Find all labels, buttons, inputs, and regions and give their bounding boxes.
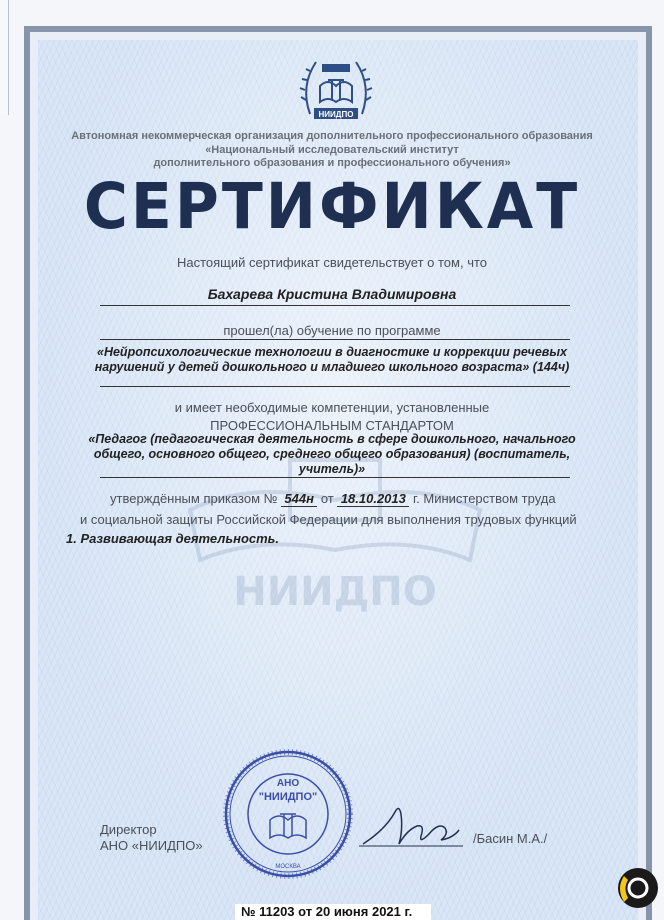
- director-signature-icon: [355, 800, 465, 856]
- professional-standard: [70, 432, 594, 477]
- director-title: [100, 822, 203, 854]
- approval-prefix: утверждённым приказом №: [110, 491, 278, 506]
- order-date: 18.10.2013: [337, 491, 409, 507]
- organization-line-3: дополнительного образования и профессионального обучения»: [153, 157, 511, 169]
- organization-name: [60, 130, 604, 171]
- standard-line-1: «Педагог (педагогическая деятельность в сфере дошкольного, начального: [88, 432, 576, 446]
- standard-label: ПРОФЕССИОНАЛЬНЫМ СТАНДАРТОМ: [210, 418, 454, 433]
- order-number: 544н: [281, 491, 317, 507]
- recipient-underline: [100, 305, 570, 306]
- labor-function: 1. Развивающая деятельность.: [66, 531, 280, 546]
- program-top-line: [100, 339, 570, 340]
- watermark-text: НИИДПО: [233, 569, 437, 615]
- left-panel-edge: [0, 0, 9, 115]
- logo-text: НИИДПО: [318, 110, 354, 119]
- stamp-top-text: АНО: [276, 778, 300, 789]
- certificate-title: СЕРТИФИКАТ: [83, 170, 581, 244]
- competence-text: и имеет необходимые компетенции, установленные: [174, 400, 490, 415]
- certificate-number: № 11203 от 20 июня 2021 г.: [235, 904, 431, 920]
- program-underline: [100, 386, 570, 387]
- director-line-1: Директор: [100, 822, 157, 837]
- director-name: /Басин М.А./: [473, 831, 548, 846]
- approval-suffix: г. Министерством труда: [412, 491, 556, 506]
- approval-line-1: [110, 491, 556, 507]
- standard-line-2: общего, основного общего, среднего общего образования) (воспитатель,: [93, 447, 571, 461]
- organization-line-2: «Национальный исследовательский институт: [205, 143, 459, 156]
- program-line-1: «Нейропсихологические технологии в диагностике и коррекции речевых: [97, 345, 567, 359]
- stamp-middle-text: "НИИДПО": [258, 791, 318, 803]
- program-line-2: нарушений у детей дошкольного и младшего школьного возраста» (144ч): [94, 360, 570, 374]
- standard-underline: [100, 477, 570, 478]
- program-title: [70, 345, 594, 375]
- app-badge-icon[interactable]: [614, 862, 658, 914]
- standard-line-3: учитель)»: [298, 462, 366, 476]
- certifies-text: Настоящий сертификат свидетельствует о том, что: [176, 255, 488, 270]
- approval-line-2: и социальной защиты Российской Федерации для выполнения трудовых функций: [80, 512, 577, 527]
- stamp-city-text: МОСКВА: [275, 864, 301, 870]
- seal-stamp-icon: [222, 748, 354, 880]
- organization-line-1: Автономная некоммерческая организация дополнительного профессионального образования: [71, 130, 593, 142]
- recipient-name: Бахарева Кристина Владимировна: [207, 286, 457, 302]
- institute-emblem-icon: [296, 56, 376, 124]
- completed-text: прошел(ла) обучение по программе: [223, 323, 441, 338]
- director-line-2: АНО «НИИДПО»: [100, 838, 203, 853]
- approval-from: от: [320, 491, 334, 506]
